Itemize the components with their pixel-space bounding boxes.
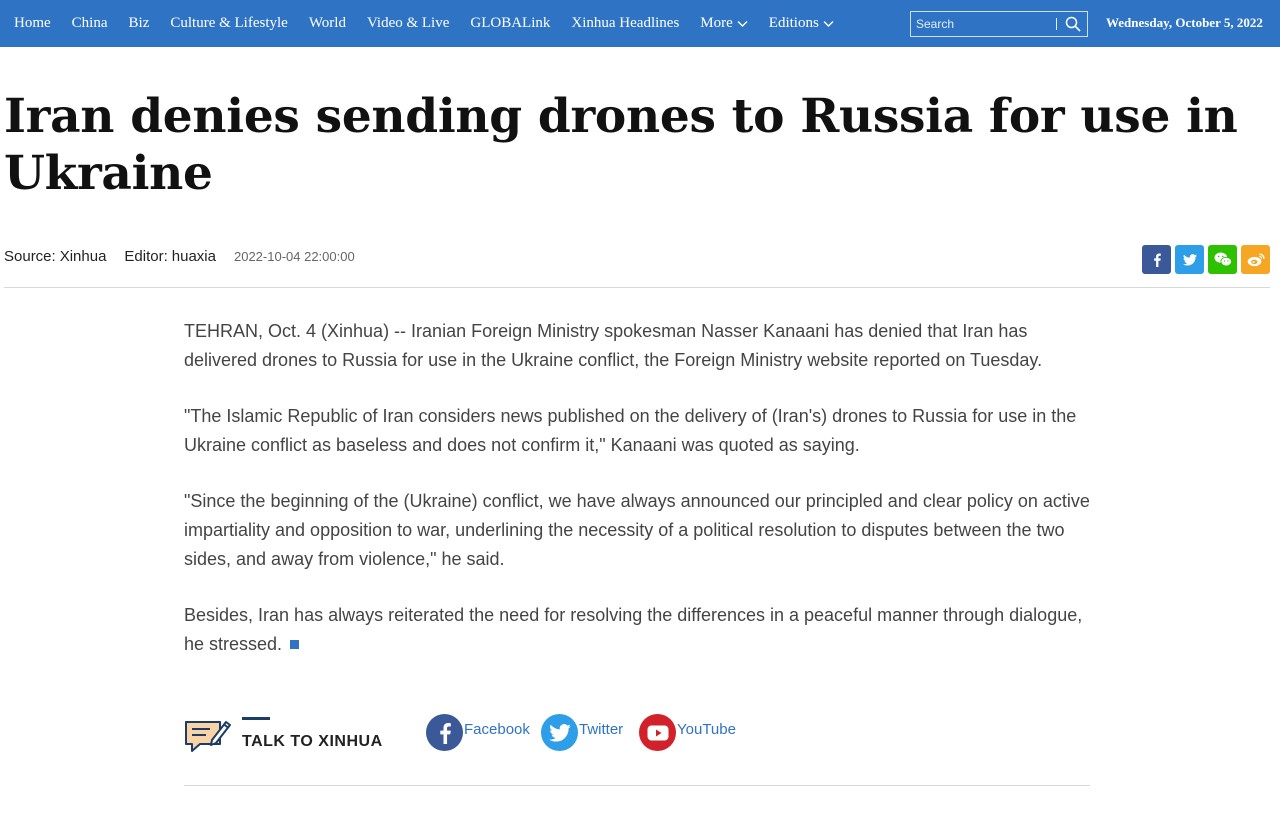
source-label: Source:	[4, 248, 56, 265]
nav-item-culture-lifestyle[interactable]: Culture & Lifestyle	[170, 15, 288, 31]
nav-item-more-label: More	[700, 15, 733, 31]
facebook-icon	[426, 714, 463, 751]
weibo-icon	[1247, 252, 1265, 267]
search-input[interactable]	[911, 13, 1056, 35]
search-box	[910, 11, 1088, 37]
share-twitter-button[interactable]	[1175, 245, 1204, 274]
twitter-label: Twitter	[579, 721, 624, 738]
nav-item-xinhua-headlines[interactable]: Xinhua Headlines	[571, 15, 680, 31]
chevron-down-icon	[737, 20, 748, 28]
share-buttons	[1142, 245, 1274, 274]
nav-menu	[14, 0, 855, 47]
article-paragraph-last	[184, 601, 1094, 659]
follow-facebook-link[interactable]	[426, 714, 530, 751]
youtube-icon	[639, 714, 676, 751]
chat-pencil-icon	[184, 716, 232, 754]
article-paragraph: "The Islamic Republic of Iran considers news published on the delivery of (Iran's) drones to Russia for use in the Ukraine conflict as baseless and does not confirm it," Kanaani was quoted as saying.	[184, 406, 1077, 455]
wechat-icon	[1214, 252, 1232, 267]
article-paragraph-text: Besides, Iran has always reiterated the need for resolving the differences in a peaceful manner through dialogue, he stressed.	[184, 605, 1083, 654]
article-headline: Iran denies sending drones to Russia for use in Ukraine	[4, 89, 1238, 201]
top-nav-bar	[0, 0, 1280, 47]
nav-item-biz[interactable]: Biz	[128, 15, 150, 31]
share-wechat-button[interactable]	[1208, 245, 1237, 274]
nav-item-editions[interactable]	[769, 15, 834, 32]
follow-youtube-link[interactable]	[639, 714, 736, 751]
youtube-label: YouTube	[677, 721, 736, 738]
nav-item-globalink[interactable]: GLOBALink	[470, 15, 551, 31]
nav-item-home[interactable]: Home	[14, 15, 51, 31]
editor-value: huaxia	[171, 248, 216, 265]
search-divider	[1056, 18, 1057, 30]
follow-bar	[184, 712, 784, 756]
current-date: Wednesday, October 5, 2022	[1106, 15, 1263, 30]
talk-accent-bar	[242, 717, 270, 720]
nav-item-video-live[interactable]: Video & Live	[366, 15, 450, 31]
nav-item-china[interactable]: China	[71, 15, 108, 31]
search-icon	[1065, 16, 1081, 32]
article-meta	[4, 248, 355, 265]
talk-to-xinhua-label: TALK TO XINHUA	[242, 733, 383, 750]
twitter-icon	[1183, 254, 1197, 266]
search-button[interactable]	[1063, 14, 1083, 34]
nav-item-world[interactable]: World	[308, 15, 346, 31]
facebook-label: Facebook	[464, 721, 530, 738]
article-paragraph: TEHRAN, Oct. 4 (Xinhua) -- Iranian Foreign Ministry spokesman Nasser Kanaani has denied that Iran has delivered drones to Russia for use in the Ukraine conflict, the Foreign Ministry website reported on Tuesday.	[184, 321, 1043, 370]
facebook-icon	[1152, 253, 1162, 267]
article-body	[184, 317, 1094, 686]
nav-item-more[interactable]	[700, 15, 748, 32]
share-facebook-button[interactable]	[1142, 245, 1171, 274]
share-weibo-button[interactable]	[1241, 245, 1270, 274]
nav-item-editions-label: Editions	[768, 15, 819, 31]
meta-divider	[4, 287, 1270, 288]
article-paragraph: "Since the beginning of the (Ukraine) conflict, we have always announced our principled and clear policy on active impartiality and opposition to war, underlining the necessity of a political resolution to disputes between the two sides, and away from violence," he said.	[184, 491, 1090, 569]
end-of-article-mark	[290, 640, 299, 649]
chevron-down-icon	[823, 20, 834, 28]
follow-twitter-link[interactable]	[541, 714, 623, 751]
publish-time: 2022-10-04 22:00:00	[233, 249, 355, 264]
editor-label: Editor:	[124, 248, 168, 265]
source-value: Xinhua	[59, 248, 107, 265]
article-end-divider	[184, 785, 1090, 786]
twitter-icon	[541, 714, 578, 751]
